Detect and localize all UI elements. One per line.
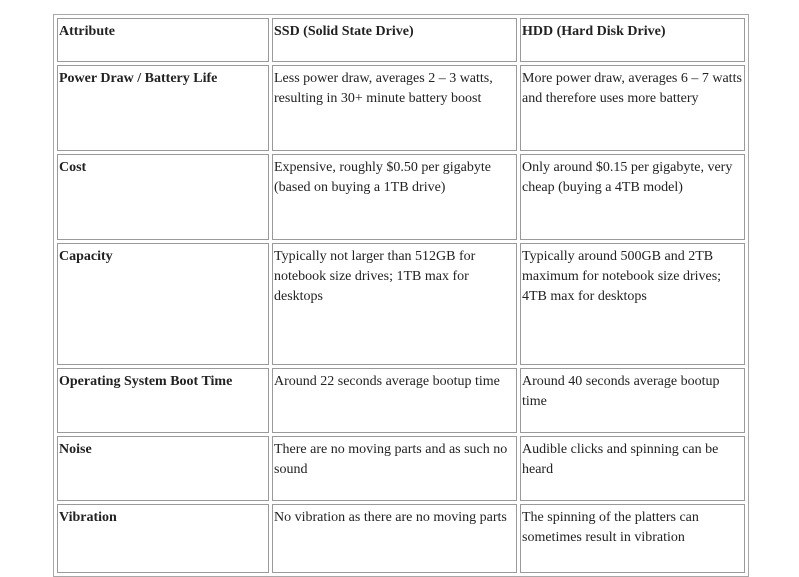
table-row bbox=[57, 436, 745, 501]
table-row bbox=[57, 243, 745, 365]
header-hdd: HDD (Hard Disk Drive) bbox=[520, 18, 745, 62]
row-ssd-value: Less power draw, averages 2 – 3 watts, resulting in 30+ minute battery boost bbox=[272, 65, 517, 151]
comparison-table-container bbox=[53, 14, 749, 577]
row-attribute: Noise bbox=[57, 436, 269, 501]
row-attribute: Vibration bbox=[57, 504, 269, 573]
table-row bbox=[57, 504, 745, 573]
row-ssd-value: Typically not larger than 512GB for notebook size drives; 1TB max for desktops bbox=[272, 243, 517, 365]
table-header-row bbox=[57, 18, 745, 62]
table-row bbox=[57, 368, 745, 433]
row-attribute: Cost bbox=[57, 154, 269, 240]
row-hdd-value: Typically around 500GB and 2TB maximum for notebook size drives; 4TB max for desktops bbox=[520, 243, 745, 365]
header-ssd: SSD (Solid State Drive) bbox=[272, 18, 517, 62]
row-ssd-value: There are no moving parts and as such no sound bbox=[272, 436, 517, 501]
row-attribute: Operating System Boot Time bbox=[57, 368, 269, 433]
row-ssd-value: No vibration as there are no moving parts bbox=[272, 504, 517, 573]
ssd-hdd-comparison-table bbox=[53, 14, 749, 577]
row-hdd-value: More power draw, averages 6 – 7 watts and therefore uses more battery bbox=[520, 65, 745, 151]
table-row bbox=[57, 154, 745, 240]
row-hdd-value: Around 40 seconds average bootup time bbox=[520, 368, 745, 433]
row-ssd-value: Around 22 seconds average bootup time bbox=[272, 368, 517, 433]
row-hdd-value: Only around $0.15 per gigabyte, very cheap (buying a 4TB model) bbox=[520, 154, 745, 240]
header-attribute: Attribute bbox=[57, 18, 269, 62]
row-attribute: Power Draw / Battery Life bbox=[57, 65, 269, 151]
row-ssd-value: Expensive, roughly $0.50 per gigabyte (based on buying a 1TB drive) bbox=[272, 154, 517, 240]
table-row bbox=[57, 65, 745, 151]
row-hdd-value: The spinning of the platters can sometimes result in vibration bbox=[520, 504, 745, 573]
row-hdd-value: Audible clicks and spinning can be heard bbox=[520, 436, 745, 501]
row-attribute: Capacity bbox=[57, 243, 269, 365]
